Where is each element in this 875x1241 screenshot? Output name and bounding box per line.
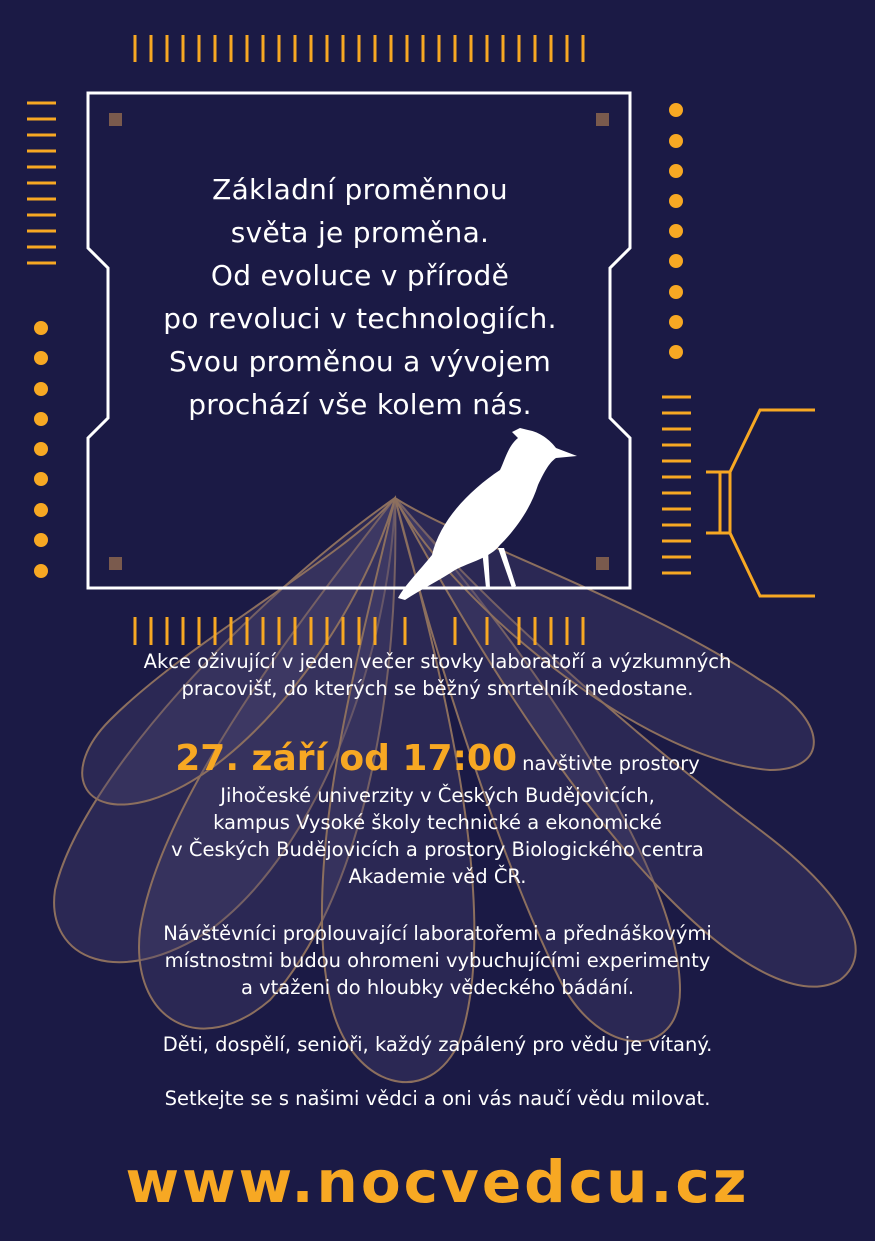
- intro-paragraph: [60, 648, 815, 702]
- location-line: v Českých Budějovicích a prostory Biologického centra: [171, 838, 704, 861]
- quote-line: prochází vše kolem nás.: [188, 388, 532, 421]
- quote-text: [90, 168, 630, 426]
- location-line: Jihočeské univerzity v Českých Budějovicích,: [220, 784, 655, 807]
- event-location: [60, 782, 815, 890]
- welcome-text: [60, 1031, 815, 1058]
- right-connector-bracket: [706, 410, 815, 596]
- quote-line: po revoluci v technologiích.: [163, 302, 557, 335]
- quote-line: Svou proměnou a vývojem: [168, 345, 552, 378]
- closing-text: [60, 1085, 815, 1112]
- top-barcode: [135, 35, 583, 62]
- website-url[interactable]: www.nocvedcu.cz: [125, 1148, 750, 1216]
- event-date-suffix: navštivte prostory: [522, 752, 700, 775]
- left-dot-column: [34, 321, 48, 578]
- closing-line: Setkejte se s našimi vědci a oni vás naučí vědu milovat.: [164, 1087, 711, 1110]
- visitors-line: Návštěvníci proplouvající laboratořemi a přednáškovými: [163, 922, 712, 945]
- left-dash-stack: [27, 103, 56, 263]
- right-dash-stack: [662, 397, 691, 573]
- quote-line: Od evoluce v přírodě: [210, 259, 510, 292]
- visitors-paragraph: [60, 920, 815, 1001]
- visitors-line: a vtaženi do hloubky vědeckého bádání.: [240, 976, 635, 999]
- event-date: 27. září od 17:00: [175, 738, 518, 779]
- visitors-line: místnostmi budou ohromeni vybuchujícími experimenty: [164, 949, 711, 972]
- right-dot-column: [669, 103, 683, 359]
- intro-line: pracovišť, do kterých se běžný smrtelník nedostane.: [181, 677, 694, 700]
- quote-line: Základní proměnnou: [212, 173, 508, 206]
- welcome-line: Děti, dospělí, senioři, každý zapálený pro vědu je vítaný.: [162, 1033, 713, 1056]
- location-line: Akademie věd ČR.: [348, 865, 527, 888]
- location-line: kampus Vysoké školy technické a ekonomické: [213, 811, 662, 834]
- intro-line: Akce oživující v jeden večer stovky laboratoří a výzkumných: [143, 650, 732, 673]
- quote-line: světa je proměna.: [230, 216, 490, 249]
- event-date-line: [0, 738, 875, 779]
